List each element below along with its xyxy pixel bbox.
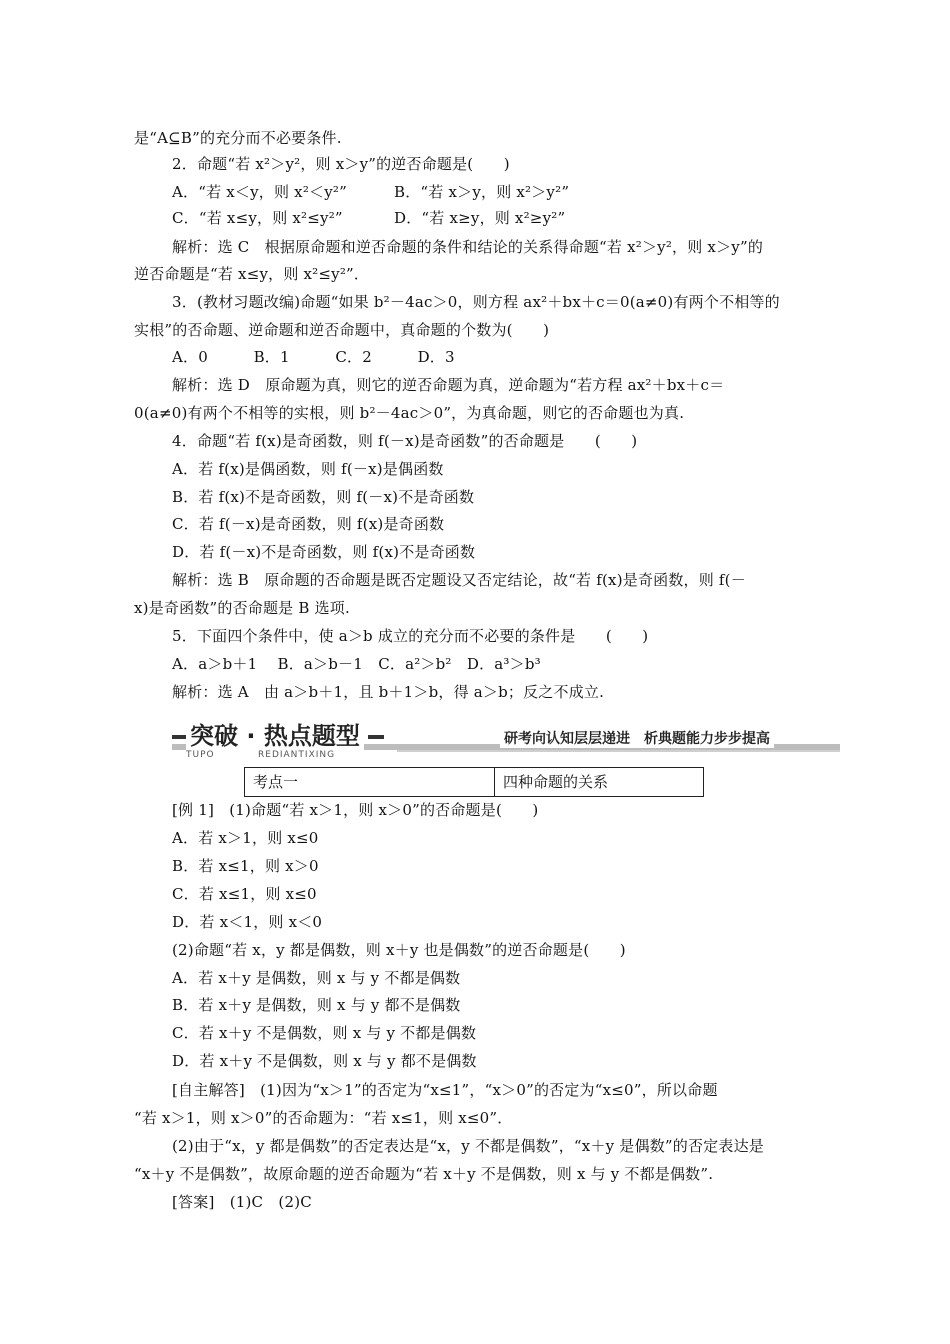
banner-subtitle: REDIANTIXING (258, 750, 336, 760)
question-5: 5．下面四个条件中，使 a＞b 成立的充分而不必要的条件是 ( ) (172, 627, 649, 645)
text-line: 是“A⊆B”的充分而不必要条件. (134, 129, 342, 147)
choice-d: D．“若 x≥y，则 x²≥y²” (394, 209, 566, 227)
choice-b: B．“若 x＞y，则 x²＞y²” (394, 183, 570, 201)
question-4: 4．命题“若 f(x)是奇函数，则 f(－x)是奇函数”的否命题是 ( ) (172, 432, 638, 450)
analysis-3: 解析：选 D 原命题为真，则它的逆否命题为真，逆命题为“若方程 ax²＋bx＋c＝ (172, 376, 725, 394)
banner-underline (397, 750, 840, 752)
choices-5: A．a＞b＋1 B．a＞b－1 C．a²＞b² D．a³＞b³ (172, 655, 541, 673)
topic-label: 考点一 (245, 768, 495, 796)
answer: [答案] (1)C (2)C (172, 1193, 312, 1211)
choice-a: A．若 x＋y 是偶数，则 x 与 y 不都是偶数 (172, 969, 461, 987)
banner-slogan: 研考向认知层层递进 析典题能力步步提高 (500, 728, 774, 748)
choice-b: B．若 f(x)不是奇函数，则 f(－x)不是奇函数 (172, 488, 475, 506)
analysis-5: 解析：选 A 由 a＞b＋1，且 b＋1＞b，得 a＞b；反之不成立. (172, 683, 605, 701)
choices-3: A．0 B．1 C．2 D．3 (172, 348, 455, 366)
banner-dash (368, 735, 384, 739)
analysis-2: 解析：选 C 根据原命题和逆否命题的条件和结论的关系得命题“若 x²＞y²，则 x＞y”的 (172, 238, 764, 256)
example-1-part-2: (2)命题“若 x，y 都是偶数，则 x＋y 也是偶数”的逆否命题是( ) (172, 941, 626, 959)
topic-table (244, 767, 704, 797)
section-banner (172, 722, 840, 764)
text-line: 实根”的否命题、逆命题和逆否命题中，真命题的个数为( ) (134, 321, 550, 339)
choice-a: A．若 x＞1，则 x≤0 (172, 829, 319, 847)
topic-title: 四种命题的关系 (503, 773, 609, 791)
text-line: “若 x＞1，则 x＞0”的否命题为：“若 x≤1，则 x≤0”． (134, 1109, 513, 1127)
banner-title: 突破 · 热点题型 (186, 722, 364, 750)
analysis-4: 解析：选 B 原命题的否命题是既否定题设又否定结论，故“若 f(x)是奇函数，则 f(－ (172, 571, 746, 589)
text-line: 0(a≠0)有两个不相等的实根，则 b²－4ac＞0”，为真命题，则它的否命题也为真. (134, 404, 685, 422)
choice-b: B．若 x≤1，则 x＞0 (172, 857, 319, 875)
choice-a: A．若 f(x)是偶函数，则 f(－x)是偶函数 (172, 460, 444, 478)
text-line: “x＋y 不是偶数”，故原命题的逆否命题为“若 x＋y 不是偶数，则 x 与 y 不都是偶数”. (134, 1165, 714, 1183)
solution-part-2: (2)由于“x，y 都是偶数”的否定表达是“x，y 不都是偶数”，“x＋y 是偶数”的否定表达是 (172, 1137, 764, 1155)
text-line: x)是奇函数”的否命题是 B 选项. (134, 599, 350, 617)
question-3: 3．(教材习题改编)命题“如果 b²－4ac＞0，则方程 ax²＋bx＋c＝0(a≠0)有两个不相等的 (172, 293, 780, 311)
choice-a: A．“若 x＜y，则 x²＜y²” (172, 183, 347, 201)
choice-d: D．若 f(－x)不是奇函数，则 f(x)不是奇函数 (172, 543, 476, 561)
example-1: [例 1] (1)命题“若 x＞1，则 x＞0”的否命题是( ) (172, 801, 539, 819)
choice-d: D．若 x＋y 不是偶数，则 x 与 y 都不是偶数 (172, 1052, 477, 1070)
banner-dash (172, 735, 186, 739)
banner-subtitle: TUPO (186, 750, 215, 760)
text-line: 逆否命题是“若 x≤y，则 x²≤y²”． (134, 265, 370, 283)
question-2: 2．命题“若 x²＞y²，则 x＞y”的逆否命题是( ) (172, 155, 510, 173)
choice-c: C．若 x≤1，则 x≤0 (172, 885, 317, 903)
solution: [自主解答] (1)因为“x＞1”的否定为“x≤1”，“x＞0”的否定为“x≤0”，所以命题 (172, 1081, 718, 1099)
choice-c: C．若 x＋y 不是偶数，则 x 与 y 不都是偶数 (172, 1024, 477, 1042)
choice-d: D．若 x＜1，则 x＜0 (172, 913, 323, 931)
choice-c: C．“若 x≤y，则 x²≤y²” (172, 209, 343, 227)
choice-c: C．若 f(－x)是奇函数，则 f(x)是奇函数 (172, 515, 445, 533)
choice-b: B．若 x＋y 是偶数，则 x 与 y 都不是偶数 (172, 996, 461, 1014)
